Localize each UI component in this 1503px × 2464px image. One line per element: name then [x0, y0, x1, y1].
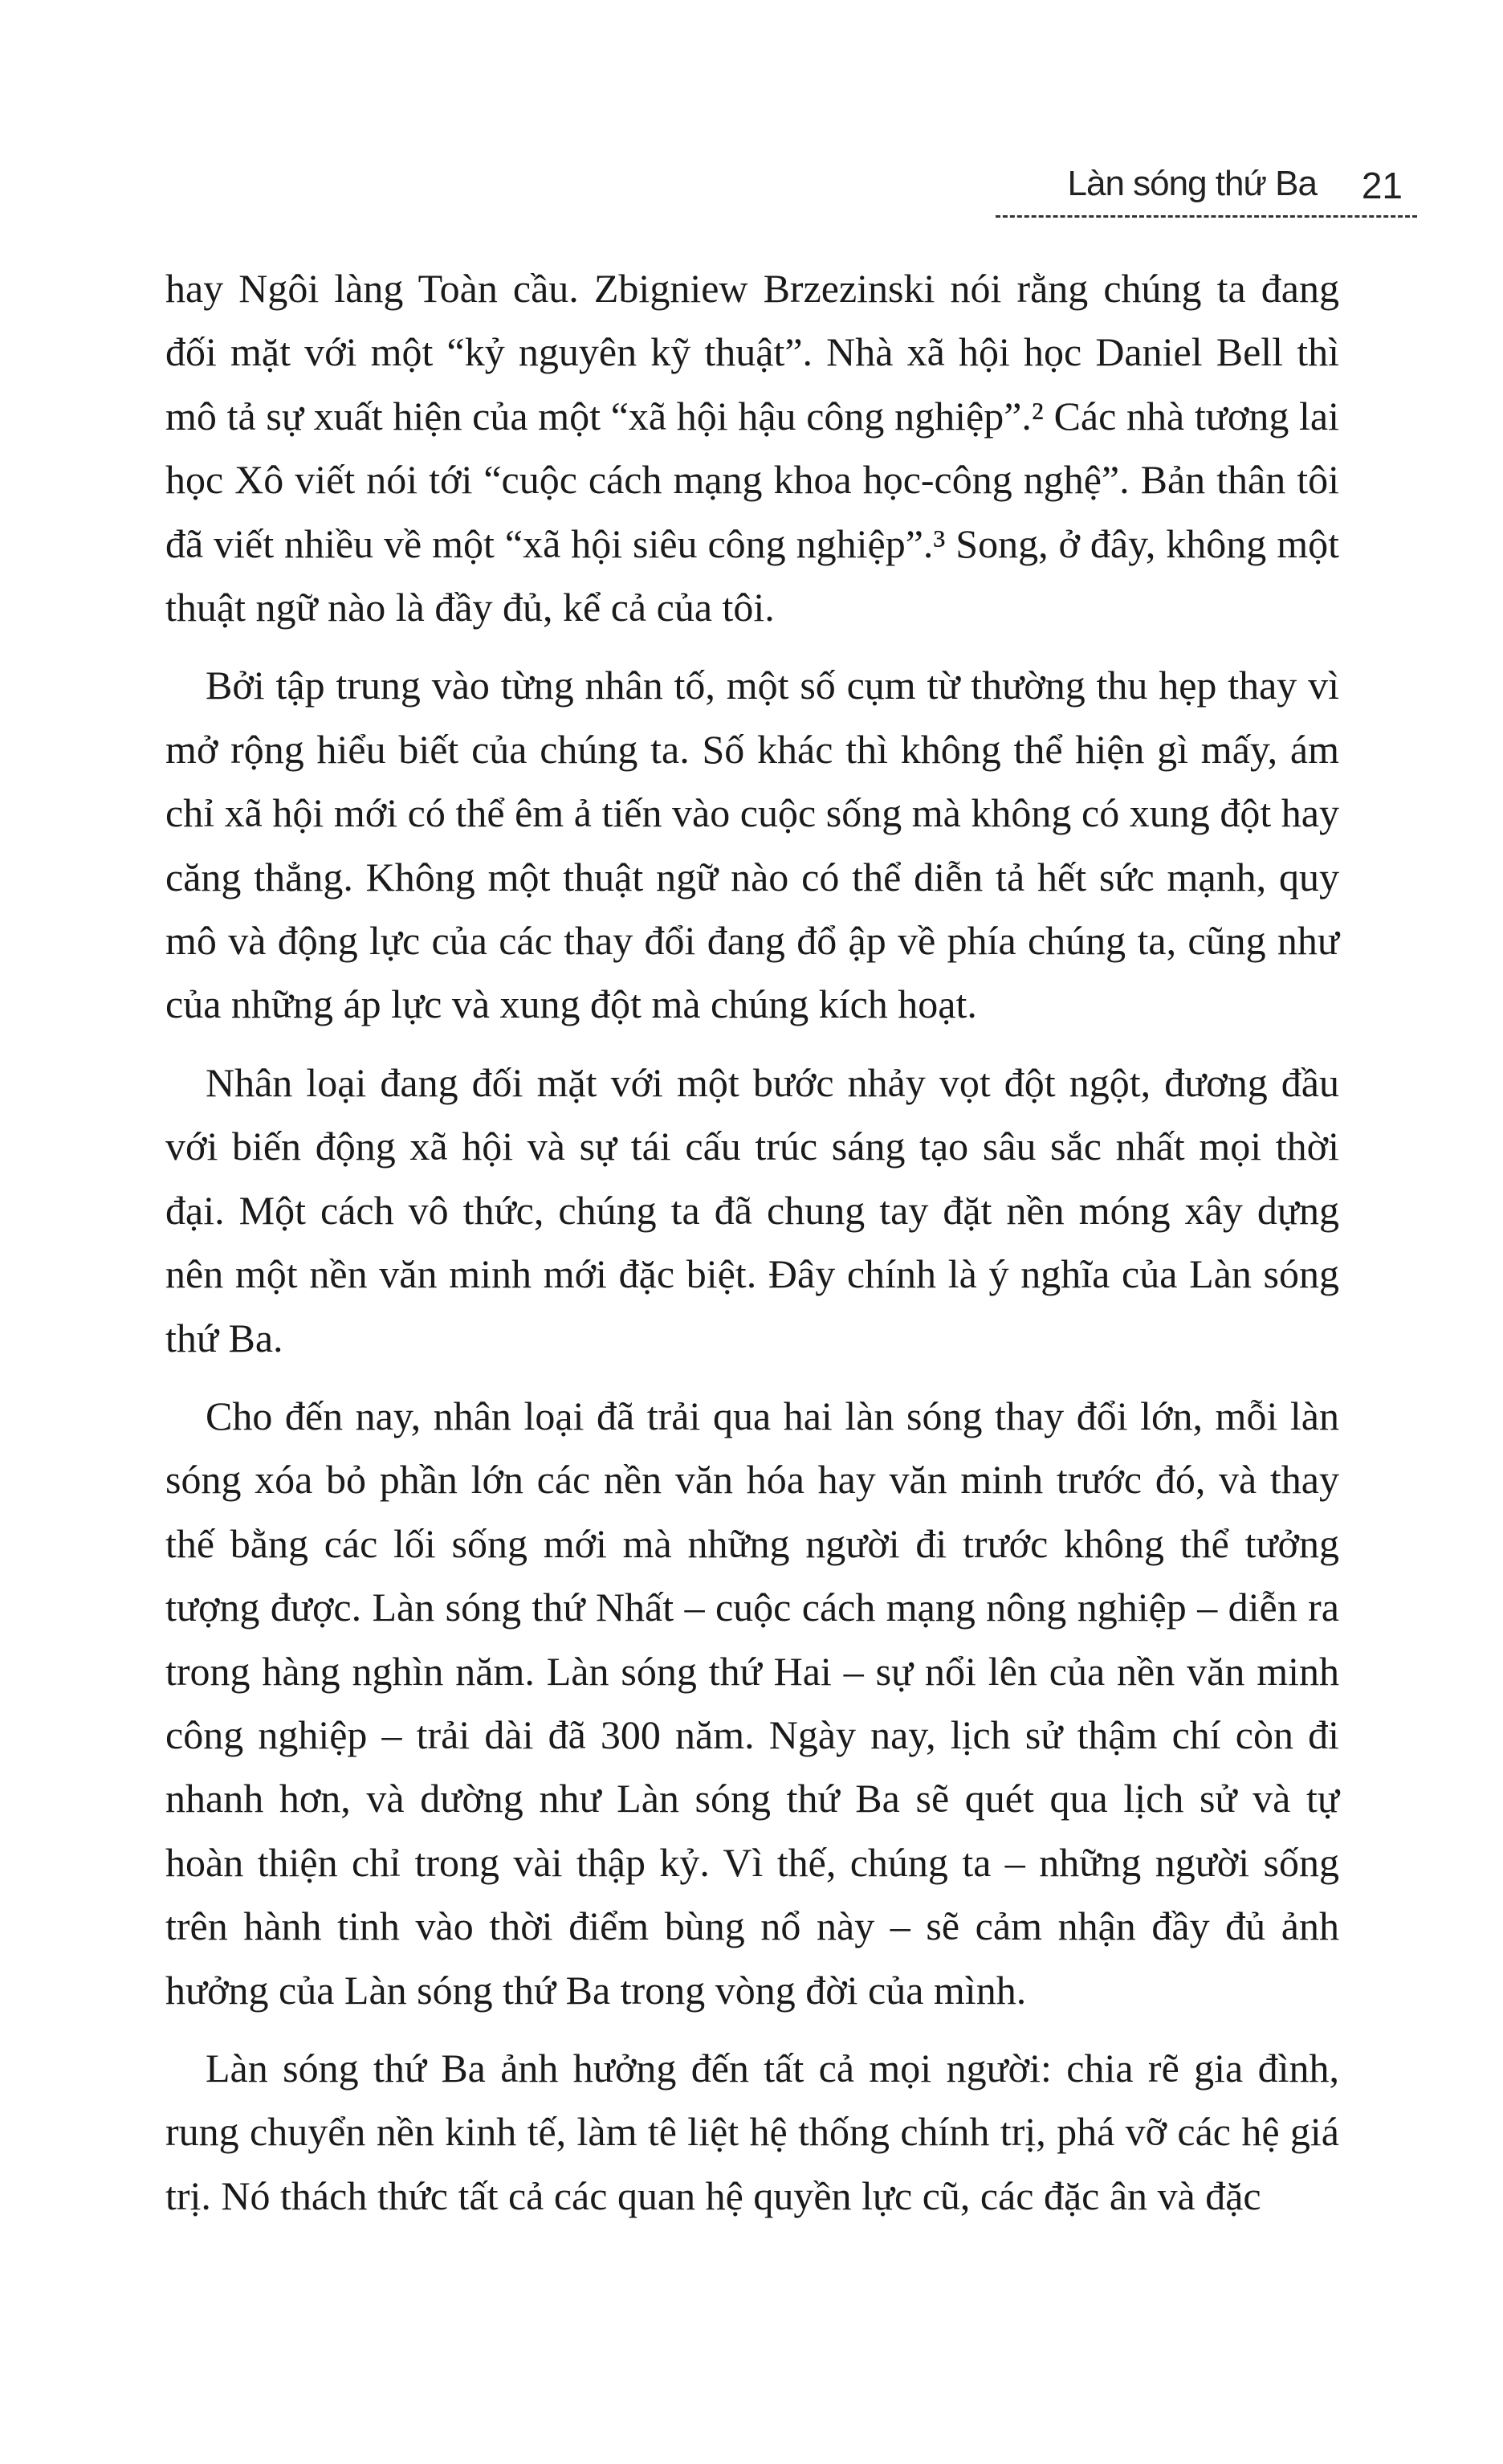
page-number: 21: [1361, 165, 1403, 206]
header-dashed-rule: [996, 215, 1417, 218]
paragraph-2: Bởi tập trung vào từng nhân tố, một số cụm từ thường thu hẹp thay vì mở rộng hiểu biết của chúng ta. Số khác thì không thể hiện gì mấy, ám chỉ xã hội mới có thể êm ả tiến vào cuộc sống mà không có xung đột hay căng thẳng. Không một thuật ngữ nào có thể diễn tả hết sức mạnh, quy mô và động lực của các thay đổi đang đổ ập về phía chúng ta, cũng như của những áp lực và xung đột mà chúng kích hoạt.: [165, 663, 1339, 1027]
paragraph-3: Nhân loại đang đối mặt với một bước nhảy vọt đột ngột, đương đầu với biến động xã hội và sự tái cấu trúc sáng tạo sâu sắc nhất mọi thời đại. Một cách vô thức, chúng ta đã chung tay đặt nền móng xây dựng nên một nền văn minh mới đặc biệt. Đây chính là ý nghĩa của Làn sóng thứ Ba.: [165, 1059, 1339, 1361]
paragraph-1: hay Ngôi làng Toàn cầu. Zbigniew Brzezinski nói rằng chúng ta đang đối mặt với một “kỷ nguyên kỹ thuật”. Nhà xã hội học Daniel Bell thì mô tả sự xuất hiện của một “xã hội hậu công nghiệp”.² Các nhà tương lai học Xô viết nói tới “cuộc cách mạng khoa học-công nghệ”. Bản thân tôi đã viết nhiều về một “xã hội siêu công nghiệp”.³ Song, ở đây, không một thuật ngữ nào là đầy đủ, kể cả của tôi.: [165, 266, 1339, 630]
paragraph-5: Làn sóng thứ Ba ảnh hưởng đến tất cả mọi người: chia rẽ gia đình, rung chuyển nền kinh tế, làm tê liệt hệ thống chính trị, phá vỡ các hệ giá trị. Nó thách thức tất cả các quan hệ quyền lực cũ, các đặc ân và đặc: [165, 2045, 1339, 2218]
running-title: Làn sóng thứ Ba: [1067, 164, 1317, 203]
paragraph-4: Cho đến nay, nhân loại đã trải qua hai làn sóng thay đổi lớn, mỗi làn sóng xóa bỏ phần lớn các nền văn hóa hay văn minh trước đó, và thay thế bằng các lối sống mới mà những người đi trước không thể tưởng tượng được. Làn sóng thứ Nhất – cuộc cách mạng nông nghiệp – diễn ra trong hàng nghìn năm. Làn sóng thứ Hai – sự nổi lên của nền văn minh công nghiệp – trải dài đã 300 năm. Ngày nay, lịch sử thậm chí còn đi nhanh hơn, và dường như Làn sóng thứ Ba sẽ quét qua lịch sử và tự hoàn thiện chỉ trong vài thập kỷ. Vì thế, chúng ta – những người sống trên hành tinh vào thời điểm bùng nổ này – sẽ cảm nhận đầy đủ ảnh hưởng của Làn sóng thứ Ba trong vòng đời của mình.: [165, 1393, 1339, 2013]
page-header: [996, 157, 1417, 222]
body-text: [165, 257, 1339, 2242]
